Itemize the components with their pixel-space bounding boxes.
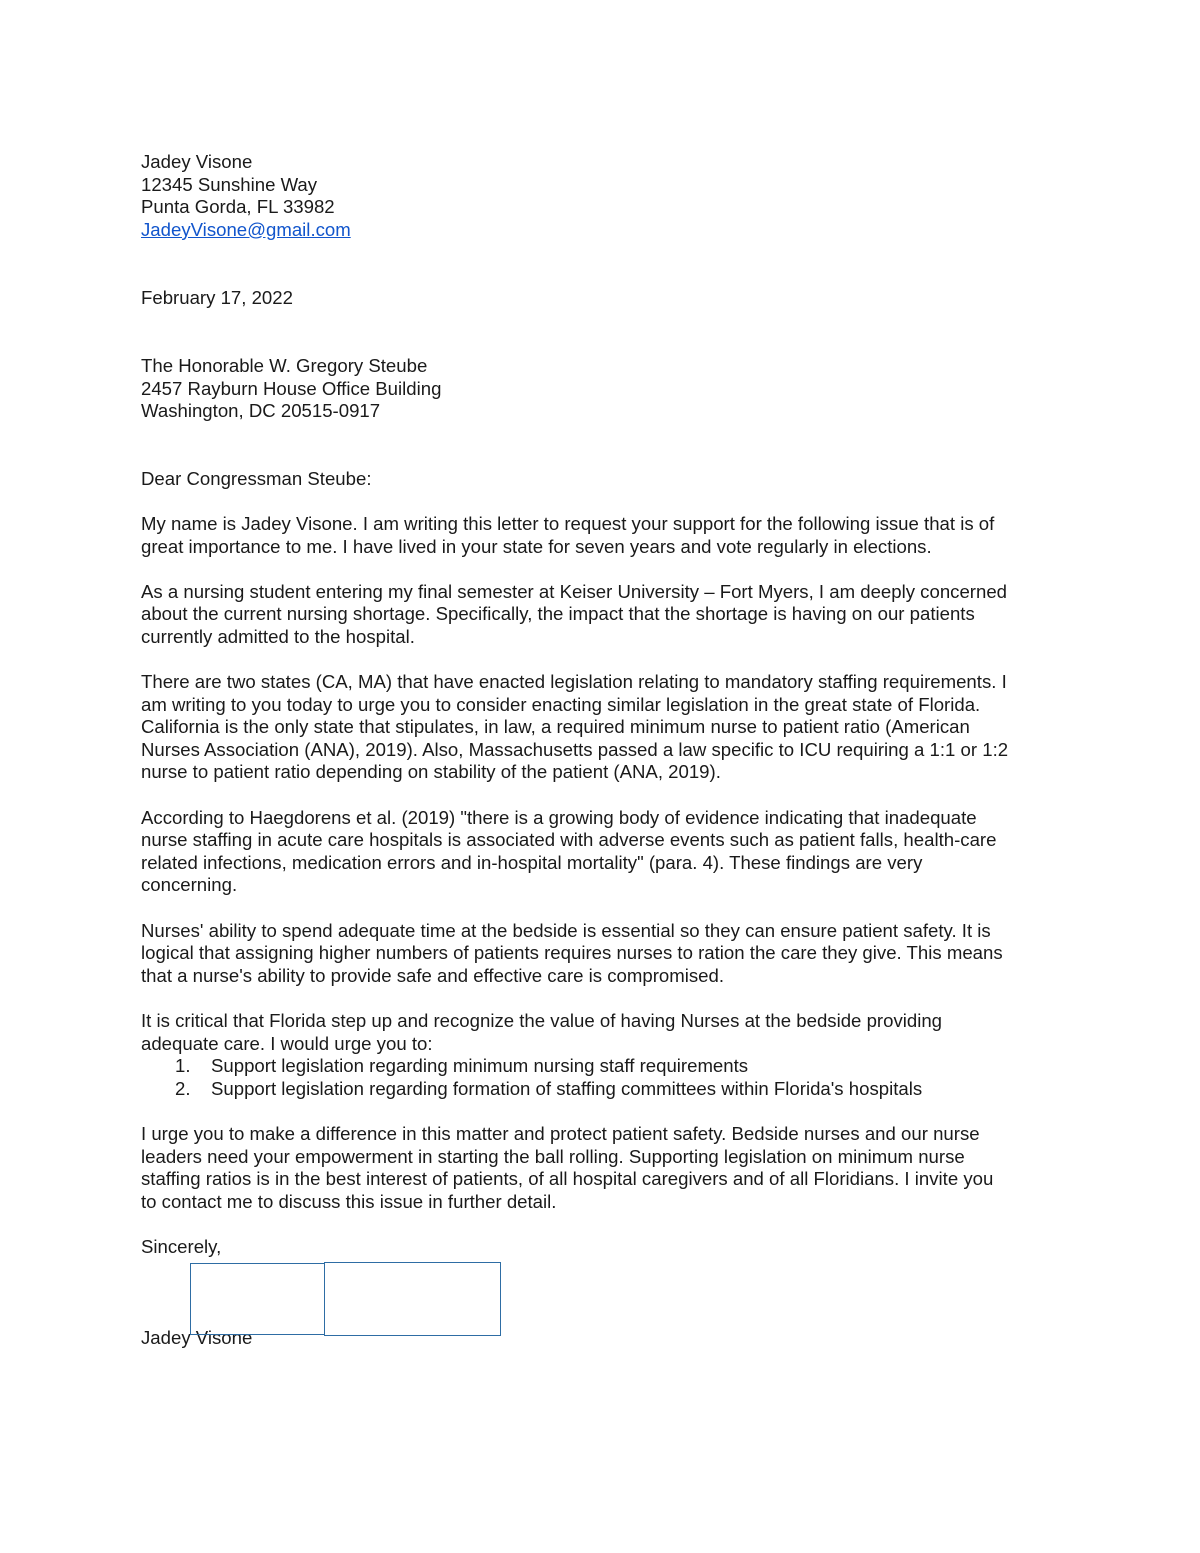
date-text: February 17, 2022 bbox=[141, 287, 293, 309]
paragraph-1 bbox=[141, 513, 1071, 558]
closing-block bbox=[141, 1236, 1071, 1259]
paragraph-line: Nurses' ability to spend adequate time at the bedside is essential so they can ensure patient safety. It is bbox=[141, 919, 991, 941]
paragraph-line: As a nursing student entering my final semester at Keiser University – Fort Myers, I am deeply concerned bbox=[141, 580, 1008, 602]
paragraph-2 bbox=[141, 581, 1071, 649]
list-item-number: 1. bbox=[175, 1055, 191, 1077]
letter-date bbox=[141, 287, 1071, 310]
salutation bbox=[141, 468, 1071, 491]
paragraph-line: great importance to me. I have lived in your state for seven years and vote regularly in elections. bbox=[141, 535, 932, 557]
list-item-number: 2. bbox=[175, 1077, 191, 1099]
paragraph-7 bbox=[141, 1123, 1071, 1213]
sender-name: Jadey Visone bbox=[141, 151, 253, 172]
paragraph-line: nurse to patient ratio depending on stability of the patient (ANA, 2019). bbox=[141, 761, 721, 783]
paragraph-line: nurse staffing in acute care hospitals is associated with adverse events such as patient falls, health-care bbox=[141, 829, 997, 851]
paragraph-line: to contact me to discuss this issue in further detail. bbox=[141, 1190, 557, 1212]
recipient-office: 2457 Rayburn House Office Building bbox=[141, 377, 442, 399]
paragraph-line: It is critical that Florida step up and recognize the value of having Nurses at the bedside providing bbox=[141, 1010, 943, 1031]
signer-name: Jadey Visone bbox=[141, 1326, 253, 1348]
paragraph-line: am writing to you today to urge you to consider enacting similar legislation in the great state of Florida. bbox=[141, 693, 981, 715]
paragraph-line: about the current nursing shortage. Specifically, the impact that the shortage is having on our patients bbox=[141, 603, 975, 625]
sender-email-link[interactable]: JadeyVisone@gmail.com bbox=[141, 218, 351, 240]
paragraph-5 bbox=[141, 920, 1071, 988]
paragraph-line: Nurses Association (ANA), 2019). Also, Massachusetts passed a law specific to ICU requiring a 1:1 or 1:2 bbox=[141, 738, 1009, 760]
paragraph-line: adequate care. I would urge you to: bbox=[141, 1032, 433, 1054]
paragraph-line: that a nurse's ability to provide safe and effective care is compromised. bbox=[141, 964, 725, 986]
paragraph-line: currently admitted to the hospital. bbox=[141, 625, 415, 647]
paragraph-6 bbox=[141, 1010, 1071, 1100]
signature-field-box[interactable] bbox=[190, 1263, 325, 1335]
paragraph-line: According to Haegdorens et al. (2019) "there is a growing body of evidence indicating that inadequate bbox=[141, 806, 977, 828]
closing-text: Sincerely, bbox=[141, 1235, 222, 1257]
signature-area bbox=[141, 1259, 1071, 1327]
paragraph-line: logical that assigning higher numbers of patients requires nurses to ration the care they give. This means bbox=[141, 942, 1003, 964]
paragraph-4 bbox=[141, 807, 1071, 897]
list-item bbox=[141, 1055, 1071, 1078]
paragraph-line: There are two states (CA, MA) that have enacted legislation relating to mandatory staffing requirements. I bbox=[141, 671, 1007, 693]
sender-city: Punta Gorda, FL 33982 bbox=[141, 196, 335, 218]
paragraph-3 bbox=[141, 671, 1071, 784]
paragraph-line: California is the only state that stipulates, in law, a required minimum nurse to patient ratio (American bbox=[141, 716, 970, 738]
list-item-text: Support legislation regarding minimum nursing staff requirements bbox=[211, 1055, 749, 1077]
paragraph-line: I urge you to make a difference in this matter and protect patient safety. Bedside nurses and our nurse bbox=[141, 1122, 980, 1144]
signature-field-box[interactable] bbox=[324, 1262, 501, 1336]
paragraph-line: leaders need your empowerment in starting the ball rolling. Supporting legislation on minimum nurse bbox=[141, 1145, 965, 1167]
recipient-city: Washington, DC 20515-0917 bbox=[141, 400, 381, 422]
letter-page bbox=[141, 151, 1071, 1349]
salutation-text: Dear Congressman Steube: bbox=[141, 467, 372, 489]
paragraph-line: My name is Jadey Visone. I am writing this letter to request your support for the following issue that is of bbox=[141, 512, 995, 534]
paragraph-line: staffing ratios is in the best interest of patients, of all hospital caregivers and of all Floridians. I invite you bbox=[141, 1168, 994, 1190]
request-list bbox=[141, 1055, 1071, 1100]
list-item-text: Support legislation regarding formation of staffing committees within Florida's hospitals bbox=[211, 1077, 923, 1099]
recipient-name: The Honorable W. Gregory Steube bbox=[141, 354, 428, 376]
sender-street: 12345 Sunshine Way bbox=[141, 173, 318, 195]
sender-block bbox=[141, 151, 1071, 241]
recipient-block bbox=[141, 355, 1071, 423]
paragraph-line: concerning. bbox=[141, 874, 238, 896]
list-item bbox=[141, 1078, 1071, 1101]
paragraph-line: related infections, medication errors and in-hospital mortality" (para. 4). These findings are very bbox=[141, 851, 923, 873]
